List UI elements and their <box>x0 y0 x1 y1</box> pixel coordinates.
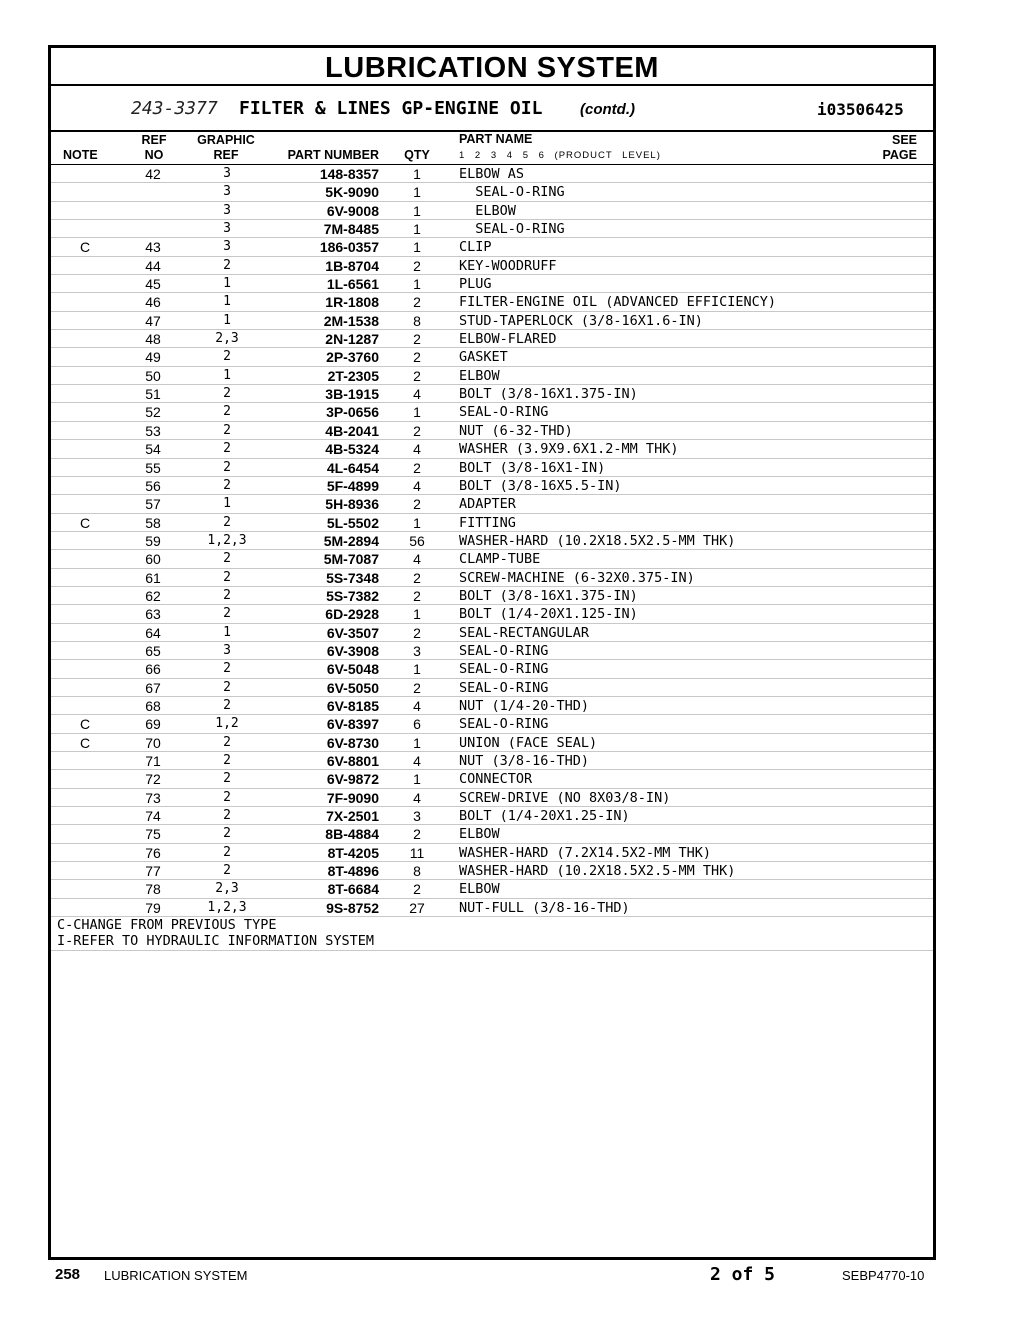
row-qty: 1 <box>413 166 421 182</box>
row-part-name: SEAL-RECTANGULAR <box>459 624 590 641</box>
row-graphic-ref: 2 <box>223 257 231 273</box>
row-part-name: ELBOW <box>459 881 500 898</box>
row-graphic-ref: 3 <box>223 221 231 237</box>
group-continued-label: (contd.) <box>580 101 635 118</box>
table-row <box>51 477 933 495</box>
footer-page-number: 258 <box>55 1266 81 1283</box>
row-ref-no: 73 <box>145 789 161 806</box>
row-graphic-ref: 2 <box>223 514 231 530</box>
row-graphic-ref: 3 <box>223 239 231 255</box>
group-id: i03506425 <box>817 100 904 119</box>
table-row <box>51 807 933 825</box>
row-ref-no: 48 <box>145 331 161 348</box>
row-ref-no: 56 <box>145 477 161 494</box>
row-part-name: ELBOW-FLARED <box>459 331 557 348</box>
row-part-number: 9S-8752 <box>326 899 379 916</box>
row-part-number: 8B-4884 <box>325 826 379 843</box>
table-row <box>51 440 933 458</box>
table-row <box>51 312 933 330</box>
table-row <box>51 899 933 917</box>
row-part-number: 8T-4205 <box>327 844 379 861</box>
col-ref-top: REF <box>141 133 167 147</box>
row-graphic-ref: 1 <box>223 294 231 310</box>
row-qty: 4 <box>413 477 421 494</box>
row-part-number: 4B-5324 <box>325 441 379 458</box>
row-part-name: WASHER (3.9X9.6X1.2-MM THK) <box>459 441 679 458</box>
table-row <box>51 183 933 201</box>
row-part-number: 2P-3760 <box>326 349 379 366</box>
table-row <box>51 587 933 605</box>
col-part-number: PART NUMBER <box>287 148 379 162</box>
table-row <box>51 367 933 385</box>
row-qty: 2 <box>413 349 421 366</box>
row-part-number: 6V-9008 <box>326 202 379 219</box>
row-ref-no: 55 <box>145 459 161 476</box>
parts-page-frame <box>48 45 936 1260</box>
row-part-number: 5S-7382 <box>326 587 379 604</box>
row-qty: 1 <box>413 239 421 256</box>
table-row <box>51 569 933 587</box>
row-graphic-ref: 3 <box>223 166 231 181</box>
row-part-name: SEAL-O-RING <box>459 661 549 678</box>
row-ref-no: 45 <box>145 276 161 293</box>
col-see-top: SEE <box>891 133 917 147</box>
row-part-name: SCREW-DRIVE (NO 8X03/8-IN) <box>459 789 671 806</box>
row-ref-no: 52 <box>145 404 161 421</box>
row-part-number: 4L-6454 <box>326 459 379 476</box>
row-part-name: SEAL-O-RING <box>459 184 565 201</box>
row-graphic-ref: 1 <box>223 367 231 383</box>
row-qty: 4 <box>413 386 421 403</box>
row-graphic-ref: 1,2,3 <box>207 899 247 915</box>
table-row <box>51 514 933 532</box>
row-part-number: 2N-1287 <box>325 331 379 348</box>
parts-table <box>51 165 933 917</box>
row-qty: 3 <box>413 808 421 825</box>
row-part-name: WASHER-HARD (10.2X18.5X2.5-MM THK) <box>459 532 736 549</box>
row-part-name: ELBOW <box>459 367 500 384</box>
row-qty: 2 <box>413 422 421 439</box>
row-part-number: 6V-5050 <box>326 679 379 696</box>
row-graphic-ref: 2 <box>223 826 231 842</box>
row-ref-no: 78 <box>145 881 161 898</box>
row-qty: 1 <box>413 184 421 201</box>
row-ref-no: 67 <box>145 679 161 696</box>
row-graphic-ref: 2 <box>223 679 231 695</box>
row-part-name: SEAL-O-RING <box>459 221 565 238</box>
row-part-name: BOLT (3/8-16X1.375-IN) <box>459 587 638 604</box>
row-part-number: 8T-6684 <box>327 881 379 898</box>
row-graphic-ref: 2 <box>223 789 231 805</box>
row-ref-no: 79 <box>145 899 161 916</box>
col-note: NOTE <box>63 148 98 162</box>
row-part-name: WASHER-HARD (10.2X18.5X2.5-MM THK) <box>459 863 736 880</box>
row-qty: 1 <box>413 276 421 293</box>
col-graphic-bottom: REF <box>213 148 239 162</box>
row-part-name: STUD-TAPERLOCK (3/8-16X1.6-IN) <box>459 312 703 329</box>
row-graphic-ref: 3 <box>223 642 231 658</box>
row-part-number: 5F-4899 <box>326 477 379 494</box>
row-ref-no: 59 <box>145 532 161 549</box>
row-part-name: ELBOW <box>459 826 500 843</box>
row-part-name: NUT (6-32-THD) <box>459 422 573 439</box>
table-row <box>51 660 933 678</box>
note-line: C-CHANGE FROM PREVIOUS TYPE <box>57 917 277 934</box>
row-part-name: NUT (1/4-20-THD) <box>459 697 590 714</box>
row-part-number: 186-0357 <box>319 239 379 256</box>
row-part-name: GASKET <box>459 349 508 366</box>
row-ref-no: 50 <box>145 367 161 384</box>
table-row <box>51 385 933 403</box>
row-part-number: 5K-9090 <box>325 184 379 201</box>
row-qty: 2 <box>413 587 421 604</box>
row-graphic-ref: 1,2,3 <box>207 532 247 548</box>
row-ref-no: 69 <box>145 716 161 733</box>
row-part-name: SEAL-O-RING <box>459 642 549 659</box>
table-row <box>51 403 933 421</box>
row-ref-no: 53 <box>145 422 161 439</box>
table-row <box>51 880 933 898</box>
table-row <box>51 770 933 788</box>
page-title: LUBRICATION SYSTEM <box>51 48 933 86</box>
table-row <box>51 495 933 513</box>
row-qty: 2 <box>413 624 421 641</box>
row-ref-no: 75 <box>145 826 161 843</box>
table-row <box>51 642 933 660</box>
row-graphic-ref: 2 <box>223 863 231 879</box>
row-part-number: 6V-3507 <box>326 624 379 641</box>
row-graphic-ref: 2 <box>223 734 231 750</box>
row-graphic-ref: 1 <box>223 312 231 328</box>
row-qty: 4 <box>413 551 421 568</box>
row-part-number: 1L-6561 <box>326 276 379 293</box>
col-part-name: PART NAME <box>459 132 533 146</box>
notes-legend <box>51 917 933 951</box>
row-ref-no: 57 <box>145 496 161 513</box>
table-row <box>51 624 933 642</box>
row-part-number: 2T-2305 <box>327 367 379 384</box>
row-part-name: BOLT (1/4-20X1.25-IN) <box>459 808 630 825</box>
row-graphic-ref: 1 <box>223 624 231 640</box>
col-see-bottom: PAGE <box>882 148 917 162</box>
row-qty: 2 <box>413 459 421 476</box>
row-qty: 3 <box>413 642 421 659</box>
row-qty: 1 <box>413 771 421 788</box>
row-graphic-ref: 1 <box>223 276 231 292</box>
row-part-name: SEAL-O-RING <box>459 679 549 696</box>
row-ref-no: 63 <box>145 606 161 623</box>
row-ref-no: 70 <box>145 734 161 751</box>
row-graphic-ref: 2 <box>223 606 231 622</box>
row-graphic-ref: 3 <box>223 202 231 218</box>
table-row <box>51 715 933 733</box>
row-ref-no: 49 <box>145 349 161 366</box>
row-part-name: FITTING <box>459 514 516 531</box>
table-row <box>51 220 933 238</box>
row-part-number: 5H-8936 <box>325 496 379 513</box>
row-qty: 1 <box>413 606 421 623</box>
table-row <box>51 550 933 568</box>
row-qty: 8 <box>413 863 421 880</box>
row-part-name: BOLT (3/8-16X1-IN) <box>459 459 606 476</box>
row-note: C <box>79 239 91 256</box>
col-ref-bottom: NO <box>144 148 164 162</box>
table-row <box>51 330 933 348</box>
row-part-name: CLIP <box>459 239 492 256</box>
col-qty: QTY <box>404 148 430 162</box>
row-part-number: 3B-1915 <box>325 386 379 403</box>
row-qty: 1 <box>413 404 421 421</box>
row-part-number: 148-8357 <box>319 166 379 182</box>
row-graphic-ref: 2,3 <box>215 331 239 347</box>
row-qty: 4 <box>413 697 421 714</box>
table-row <box>51 862 933 880</box>
row-ref-no: 71 <box>145 753 161 769</box>
row-part-name: KEY-WOODRUFF <box>459 257 557 274</box>
table-row <box>51 752 933 770</box>
row-qty: 2 <box>413 826 421 843</box>
table-row <box>51 348 933 366</box>
table-row <box>51 825 933 843</box>
row-qty: 56 <box>409 532 425 549</box>
row-part-number: 6V-3908 <box>326 642 379 659</box>
row-ref-no: 51 <box>145 386 161 403</box>
row-part-name: SEAL-O-RING <box>459 404 549 421</box>
row-graphic-ref: 2 <box>223 844 231 860</box>
row-part-name: WASHER-HARD (7.2X14.5X2-MM THK) <box>459 844 711 861</box>
note-line: I-REFER TO HYDRAULIC INFORMATION SYSTEM <box>57 933 374 950</box>
table-row <box>51 844 933 862</box>
row-ref-no: 61 <box>145 569 161 586</box>
footer-section-title: LUBRICATION SYSTEM <box>104 1268 248 1283</box>
row-ref-no: 43 <box>145 239 161 256</box>
row-graphic-ref: 2 <box>223 386 231 402</box>
row-part-name: SEAL-O-RING <box>459 716 549 733</box>
row-note: C <box>79 716 91 733</box>
row-graphic-ref: 2 <box>223 771 231 787</box>
row-graphic-ref: 2 <box>223 404 231 420</box>
row-ref-no: 54 <box>145 441 161 458</box>
row-qty: 27 <box>409 899 425 916</box>
row-part-name: SCREW-MACHINE (6-32X0.375-IN) <box>459 569 695 586</box>
row-part-number: 7X-2501 <box>326 808 379 825</box>
footer-doc-number: SEBP4770-10 <box>842 1268 925 1283</box>
row-qty: 6 <box>413 716 421 733</box>
row-ref-no: 47 <box>145 312 161 329</box>
col-product-levels: 1 2 3 4 5 6 (PRODUCT LEVEL) <box>459 150 661 161</box>
table-row <box>51 422 933 440</box>
row-qty: 1 <box>413 514 421 531</box>
row-graphic-ref: 2 <box>223 477 231 493</box>
table-row <box>51 202 933 220</box>
group-number: 243-3377 <box>131 98 218 119</box>
row-part-number: 6V-9872 <box>326 771 379 788</box>
col-graphic-top: GRAPHIC <box>197 133 255 147</box>
row-part-number: 5S-7348 <box>326 569 379 586</box>
row-ref-no: 42 <box>145 166 161 182</box>
table-row <box>51 459 933 477</box>
row-ref-no: 64 <box>145 624 161 641</box>
row-part-number: 6V-8801 <box>326 753 379 769</box>
row-graphic-ref: 2 <box>223 661 231 677</box>
row-note: C <box>79 514 91 531</box>
row-ref-no: 65 <box>145 642 161 659</box>
row-ref-no: 72 <box>145 771 161 788</box>
row-graphic-ref: 2 <box>223 459 231 475</box>
row-ref-no: 68 <box>145 697 161 714</box>
row-part-number: 1B-8704 <box>325 257 379 274</box>
row-part-name: BOLT (1/4-20X1.125-IN) <box>459 606 638 623</box>
group-header <box>51 86 933 132</box>
table-row <box>51 679 933 697</box>
row-qty: 2 <box>413 367 421 384</box>
row-qty: 1 <box>413 202 421 219</box>
row-ref-no: 60 <box>145 551 161 568</box>
row-part-name: CONNECTOR <box>459 771 533 788</box>
row-qty: 4 <box>413 753 421 769</box>
row-ref-no: 76 <box>145 844 161 861</box>
table-row <box>51 165 933 183</box>
row-graphic-ref: 3 <box>223 184 231 200</box>
row-part-name: UNION (FACE SEAL) <box>459 734 598 751</box>
table-row <box>51 734 933 752</box>
row-part-number: 6V-5048 <box>326 661 379 678</box>
row-graphic-ref: 2 <box>223 753 231 768</box>
row-qty: 2 <box>413 294 421 311</box>
row-qty: 1 <box>413 661 421 678</box>
row-part-number: 7F-9090 <box>326 789 379 806</box>
row-part-number: 5L-5502 <box>326 514 379 531</box>
row-part-number: 3P-0656 <box>326 404 379 421</box>
row-graphic-ref: 2 <box>223 349 231 365</box>
footer-page-of: 2 of 5 <box>710 1264 776 1285</box>
row-ref-no: 77 <box>145 863 161 880</box>
row-ref-no: 58 <box>145 514 161 531</box>
row-part-number: 4B-2041 <box>325 422 379 439</box>
row-part-name: ELBOW AS <box>459 166 525 182</box>
row-graphic-ref: 2 <box>223 569 231 585</box>
row-part-name: CLAMP-TUBE <box>459 551 541 568</box>
row-qty: 2 <box>413 257 421 274</box>
table-row <box>51 605 933 623</box>
row-qty: 4 <box>413 789 421 806</box>
row-qty: 1 <box>413 734 421 751</box>
row-part-number: 1R-1808 <box>325 294 379 311</box>
row-graphic-ref: 2 <box>223 441 231 457</box>
row-part-name: BOLT (3/8-16X1.375-IN) <box>459 386 638 403</box>
row-ref-no: 74 <box>145 808 161 825</box>
row-part-name: PLUG <box>459 276 492 293</box>
row-note: C <box>79 734 91 751</box>
row-part-number: 6V-8730 <box>326 734 379 751</box>
row-part-name: FILTER-ENGINE OIL (ADVANCED EFFICIENCY) <box>459 294 776 311</box>
table-row <box>51 238 933 256</box>
row-qty: 2 <box>413 331 421 348</box>
row-qty: 2 <box>413 569 421 586</box>
row-part-name: NUT (3/8-16-THD) <box>459 753 590 769</box>
row-part-name: ADAPTER <box>459 496 516 513</box>
row-part-number: 6V-8185 <box>326 697 379 714</box>
row-part-number: 5M-7087 <box>323 551 379 568</box>
table-row <box>51 789 933 807</box>
row-graphic-ref: 2 <box>223 587 231 603</box>
row-graphic-ref: 2,3 <box>215 881 239 897</box>
group-name: FILTER & LINES GP-ENGINE OIL <box>239 98 543 119</box>
row-qty: 2 <box>413 881 421 898</box>
table-row <box>51 532 933 550</box>
row-graphic-ref: 1 <box>223 496 231 512</box>
row-graphic-ref: 2 <box>223 422 231 438</box>
row-graphic-ref: 1,2 <box>215 716 239 732</box>
row-ref-no: 46 <box>145 294 161 311</box>
row-ref-no: 44 <box>145 257 161 274</box>
row-qty: 8 <box>413 312 421 329</box>
row-part-number: 5M-2894 <box>323 532 379 549</box>
column-headers <box>51 132 933 165</box>
table-row <box>51 697 933 715</box>
row-part-number: 6D-2928 <box>325 606 379 623</box>
row-graphic-ref: 2 <box>223 551 231 567</box>
row-part-number: 7M-8485 <box>323 221 379 238</box>
row-part-name: BOLT (3/8-16X5.5-IN) <box>459 477 622 494</box>
row-part-number: 8T-4896 <box>327 863 379 880</box>
row-part-number: 2M-1538 <box>323 312 379 329</box>
table-row <box>51 275 933 293</box>
row-ref-no: 62 <box>145 587 161 604</box>
row-part-name: NUT-FULL (3/8-16-THD) <box>459 899 630 916</box>
row-qty: 2 <box>413 496 421 513</box>
row-part-name: ELBOW <box>459 202 516 219</box>
row-graphic-ref: 2 <box>223 697 231 713</box>
row-qty: 1 <box>413 221 421 238</box>
page-footer <box>0 1262 1020 1292</box>
row-qty: 11 <box>409 844 425 861</box>
row-qty: 4 <box>413 441 421 458</box>
row-qty: 2 <box>413 679 421 696</box>
row-ref-no: 66 <box>145 661 161 678</box>
row-part-number: 6V-8397 <box>326 716 379 733</box>
table-row <box>51 293 933 311</box>
table-row <box>51 257 933 275</box>
row-graphic-ref: 2 <box>223 808 231 824</box>
